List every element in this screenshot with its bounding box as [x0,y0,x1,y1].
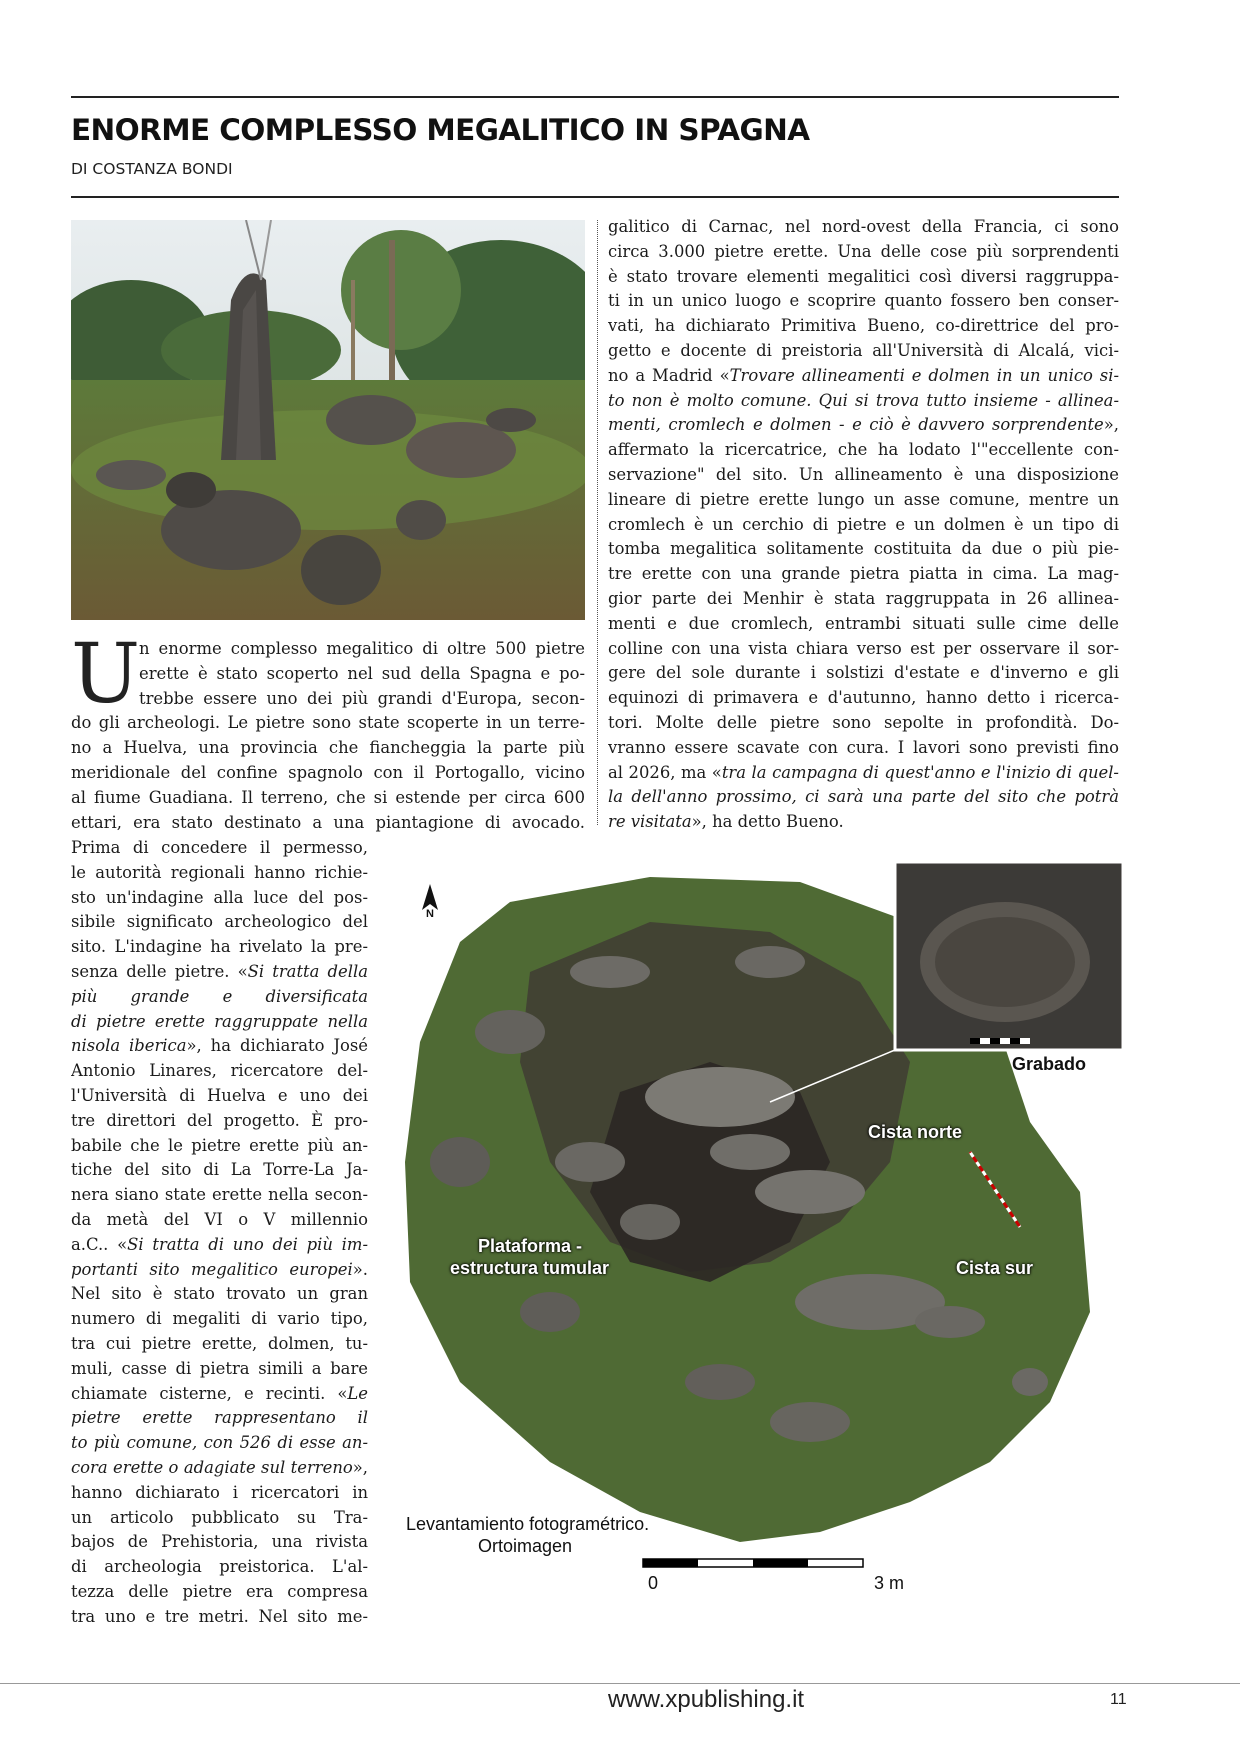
text-line: tre erette con una grande pietra piatta in cima. La mag- [608,564,1119,584]
text-line: ti in un unico luogo e scoprire quanto fossero ben conser- [608,291,1119,311]
text-line: servazione" del sito. Un allineamento è una disposizione [608,464,1119,484]
text-line: no a Huelva, una provincia che fiancheggia la parte più [71,738,585,758]
text-line: affermato la ricercatrice, che ha lodato l'"eccellente con- [608,440,1119,460]
text-line: di pietre erette raggruppate nella [71,1011,368,1031]
text-line: tomba megalitica solitamente costituita da due o più pie- [608,539,1119,559]
text-line: vranno essere scavate con cura. I lavori sono previsti fino [608,737,1119,757]
text-line: di archeologia preistorica. L'al- [71,1557,368,1577]
text-line: pietre erette rappresentano il [71,1408,368,1428]
column-divider [597,220,598,825]
article-title: ENORME COMPLESSO MEGALITICO IN SPAGNA [71,113,810,147]
scale-start-label: 0 [648,1573,659,1593]
text-line: bajos de Prehistoria, una rivista [71,1532,368,1552]
text-line: cromlech è un cerchio di pietre e un dolmen è un tipo di [608,514,1119,534]
caption-line-2: Ortoimagen [478,1536,573,1556]
text-line: sibile significato archeologico del [71,912,368,932]
text-line: lineare di pietre erette lungo un asse comune, mentre un [608,489,1119,509]
text-line: no a Madrid «Trovare allineamenti e dolmen in un unico si- [608,365,1119,385]
text-line: erette è stato scoperto nel sud della Spagna e po- [139,663,585,683]
column-1-body [71,836,368,1630]
text-line: muli, casse di pietra simili a bare [71,1358,368,1378]
text-line: chiamate cisterne, e recinti. «Le [71,1383,368,1403]
footer-rule [0,1683,1240,1684]
text-line: trebbe essere uno dei più grandi d'Europa, secon- [139,688,585,708]
text-line: tezza delle pietre era compresa [71,1581,368,1601]
text-line: numero di megaliti di vario tipo, [71,1309,368,1329]
text-line: tra uno e tre metri. Nel sito me- [71,1606,368,1626]
orthoimage-figure [390,862,1125,1602]
drop-cap: U [71,627,141,722]
article-byline: DI COSTANZA BONDI [71,160,233,178]
text-line: tori. Molte delle pietre sono sepolte in profondità. Do- [608,712,1119,732]
text-line: al 2026, ma «tra la campagna di quest'anno e l'inizio di quel- [608,762,1119,782]
caption-line-1: Levantamiento fotogramétrico. [406,1514,650,1534]
text-line: galitico di Carnac, nel nord-ovest della Francia, ci sono [608,217,1119,236]
text-line: tre direttori del progetto. È pro- [71,1110,368,1130]
page-number: 11 [1110,1691,1127,1708]
text-line: Nel sito è stato trovato un gran [71,1284,368,1304]
text-line: babile che le pietre erette più an- [71,1135,368,1155]
text-line: do gli archeologi. Le pietre sono state scoperte in un terre- [71,713,585,733]
text-line: l'Università di Huelva e uno dei [71,1085,368,1105]
column-2 [608,215,1119,835]
text-line: gere del sole durante i solstizi d'estate e d'inverno e gli [608,663,1119,683]
column-1-intro [71,637,585,835]
label-cista-norte: Cista norte [868,1122,963,1142]
text-line: to non è molto comune. Qui si trova tutto insieme - allinea- [608,390,1119,410]
menhir-photo [71,220,585,620]
text-line: to più comune, con 526 di esse an- [71,1433,368,1453]
text-line: nisola iberica», ha dichiarato José [71,1036,368,1056]
text-line: senza delle pietre. «Si tratta della [71,961,368,981]
text-line: ettari, era stato destinato a una piantagione di avocado. [71,812,585,832]
text-line: a.C.. «Si tratta di uno dei più im- [71,1234,368,1254]
text-line: è stato trovare elementi megalitici così diversi raggruppa- [608,266,1119,286]
label-cista-sur: Cista sur [956,1258,1034,1278]
text-line: al fiume Guadiana. Il terreno, che si estende per circa 600 [71,787,585,807]
text-line: colline con una vista chiara verso est per osservare il sor- [608,638,1119,658]
text-line: vati, ha dichiarato Primitiva Bueno, co-direttrice del pro- [608,316,1119,336]
text-line: più grande e diversificata [71,986,368,1006]
text-line: la dell'anno prossimo, ci sarà una parte del sito che potrà [608,787,1119,807]
text-line: circa 3.000 pietre erette. Una delle cose più sorprendenti [608,241,1119,261]
text-line: cora erette o adagiate sul terreno», [71,1457,368,1477]
text-line: hanno dichiarato i ricercatori in [71,1482,368,1502]
header-bottom-rule [71,196,1119,198]
text-line: portanti sito megalitico europei». [71,1259,368,1279]
scale-end-label: 3 m [874,1573,905,1593]
text-line: un articolo pubblicato su Tra- [71,1507,368,1527]
text-line: re visitata», ha detto Bueno. [608,812,844,832]
north-arrow-label: N [426,908,434,920]
top-rule [71,96,1119,98]
label-grabado: Grabado [1012,1054,1087,1074]
text-line: tra cui pietre erette, dolmen, tu- [71,1333,368,1353]
text-line: nera siano state erette nella secon- [71,1185,368,1205]
text-line: tiche del sito di La Torre-La Ja- [71,1160,368,1180]
text-line: sto un'indagine alla luce del pos- [71,887,368,907]
text-line: Prima di concedere il permesso, [71,838,368,857]
text-line: n enorme complesso megalitico di oltre 500 pietre [139,639,585,658]
text-line: equinozi di primavera e d'autunno, hanno detto i ricerca- [608,688,1119,708]
text-line: gior parte dei Menhir è stata raggruppata in 26 allinea- [608,588,1119,608]
text-line: le autorità regionali hanno richie- [71,862,368,882]
text-line: meridionale del confine spagnolo con il Portogallo, vicino [71,762,585,782]
text-line: da metà del VI o V millennio [71,1209,368,1229]
text-line: menti, cromlech e dolmen - e ciò è davvero sorprendente», [608,415,1119,435]
text-line: menti e due cromlech, entrambi situati sulle cime delle [608,613,1119,633]
text-line: sito. L'indagine ha rivelato la pre- [71,937,368,957]
label-plataforma-2: estructura tumular [450,1258,610,1278]
text-line: getto e docente di preistoria all'Università di Alcalá, vici- [608,340,1119,360]
text-line: Antonio Linares, ricercatore del- [71,1061,368,1081]
label-plataforma-1: Plataforma - [478,1236,583,1256]
footer-url[interactable]: www.xpublishing.it [608,1686,805,1713]
